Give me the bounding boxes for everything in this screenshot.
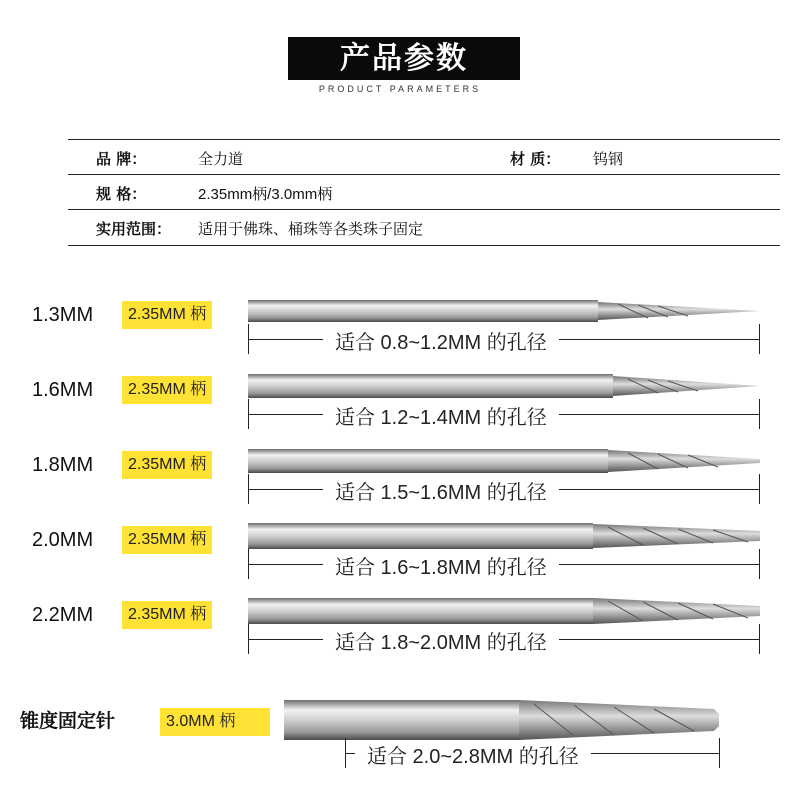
material-value: 钨钢 xyxy=(593,151,624,168)
hole-range-text: 适合 1.2~1.4MM 的孔径 xyxy=(323,401,559,430)
drill-bit-image xyxy=(284,698,724,742)
drill-bit-image xyxy=(248,371,760,401)
hole-range xyxy=(345,738,720,768)
drill-bit-image xyxy=(248,596,760,626)
page-subtitle: PRODUCT PARAMETERS xyxy=(318,84,482,94)
material-label: 材 质： xyxy=(510,150,561,168)
brand-label: 品 牌： xyxy=(96,150,147,168)
spec-table xyxy=(68,139,780,246)
hole-range-text: 适合 1.8~2.0MM 的孔径 xyxy=(323,626,559,655)
hole-range xyxy=(248,549,760,579)
spec-label: 规 格： xyxy=(96,185,147,203)
hole-range xyxy=(248,324,760,354)
product-size: 1.3MM xyxy=(32,304,94,326)
shank-tag: 2.35MM 柄 xyxy=(122,451,212,479)
product-size: 2.2MM xyxy=(32,604,94,626)
spec-value: 2.35mm柄/3.0mm柄 xyxy=(198,186,333,203)
hole-range xyxy=(248,624,760,654)
hole-range xyxy=(248,399,760,429)
hole-range-text: 适合 2.0~2.8MM 的孔径 xyxy=(355,740,591,769)
shank-tag: 3.0MM 柄 xyxy=(160,708,270,736)
drill-bit-image xyxy=(248,446,760,476)
hole-range-text: 适合 1.6~1.8MM 的孔径 xyxy=(323,551,559,580)
hole-range xyxy=(248,474,760,504)
page-title: 产品参数 xyxy=(288,37,520,80)
use-label: 实用范围： xyxy=(96,220,172,238)
spec-row-brand xyxy=(68,139,780,174)
shank-tag: 2.35MM 柄 xyxy=(122,376,212,404)
product-size: 锥度固定针 xyxy=(20,710,116,732)
product-size: 1.6MM xyxy=(32,379,94,401)
product-size: 2.0MM xyxy=(32,529,94,551)
drill-bit-image xyxy=(248,521,760,551)
brand-value: 全力道 xyxy=(198,151,244,168)
spec-row-spec xyxy=(68,174,780,209)
drill-bit-image xyxy=(248,296,760,326)
spec-row-use xyxy=(68,209,780,246)
product-size: 1.8MM xyxy=(32,454,94,476)
use-value: 适用于佛珠、桶珠等各类珠子固定 xyxy=(198,221,424,238)
hole-range-text: 适合 0.8~1.2MM 的孔径 xyxy=(323,326,559,355)
hole-range-text: 适合 1.5~1.6MM 的孔径 xyxy=(323,476,559,505)
shank-tag: 2.35MM 柄 xyxy=(122,526,212,554)
shank-tag: 2.35MM 柄 xyxy=(122,301,212,329)
shank-tag: 2.35MM 柄 xyxy=(122,601,212,629)
